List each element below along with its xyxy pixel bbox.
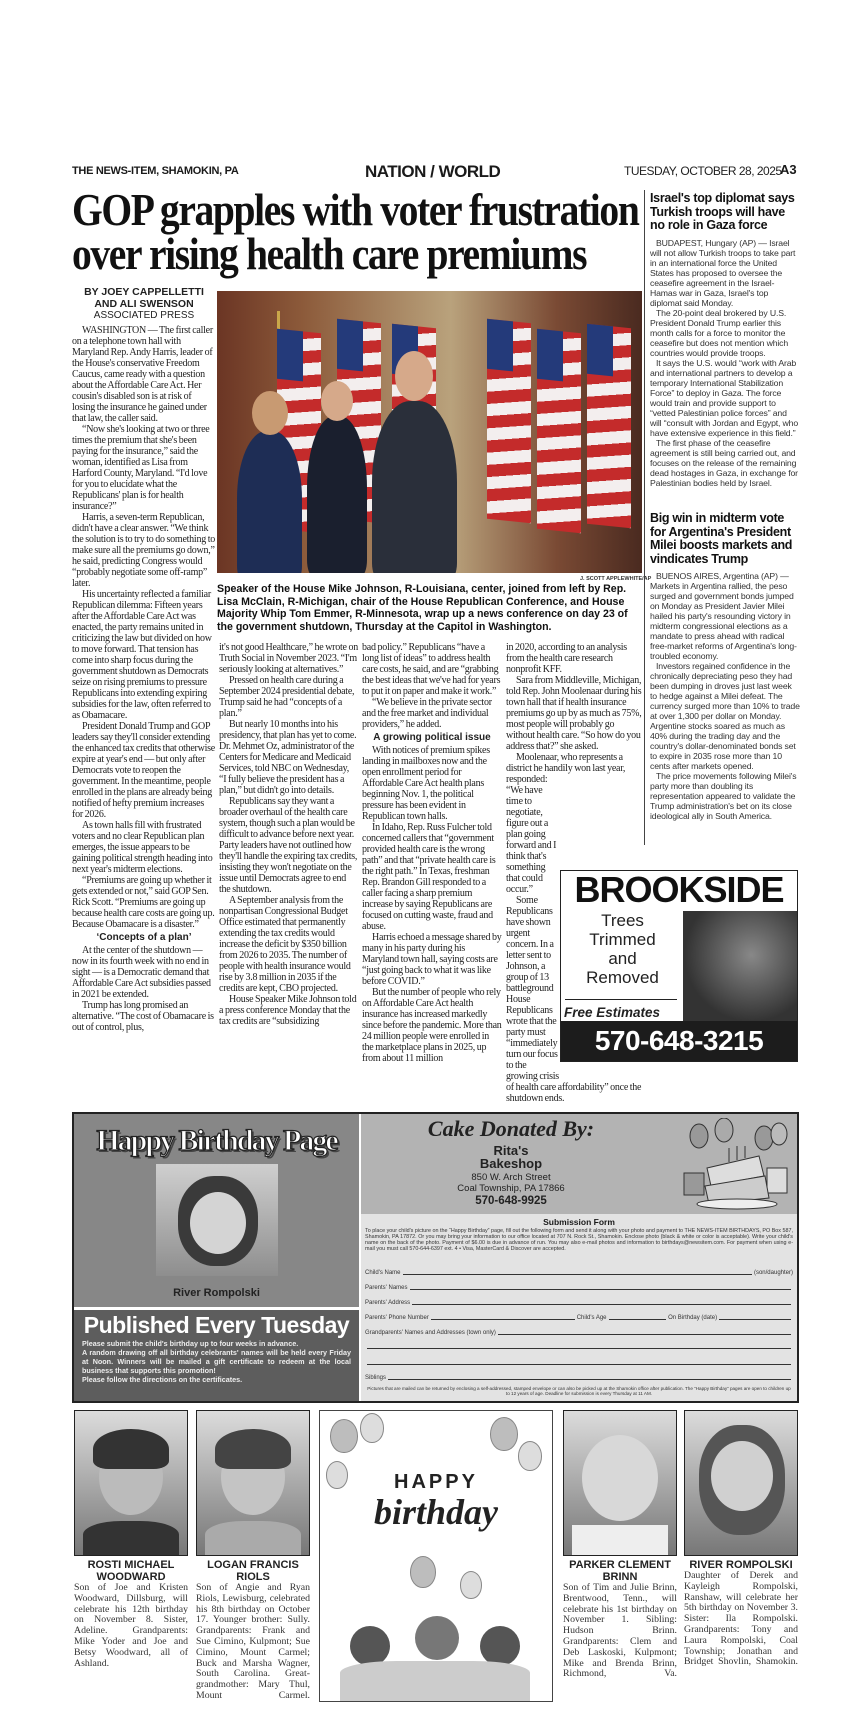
paragraph: House Speaker Mike Johnson told a press conference Monday that the tax credits are “subsidizing <box>219 994 357 1027</box>
child-name: LOGAN FRANCIS RIOLS <box>207 1559 299 1583</box>
happy-birthday-graphic <box>319 1410 553 1702</box>
cartoon-children-bodies <box>340 1661 530 1701</box>
field-label: Parents' Address <box>365 1300 411 1306</box>
address-line: Coal Township, PA 17866 <box>457 1183 565 1194</box>
balloon <box>460 1571 482 1599</box>
cartoon-child <box>415 1616 459 1660</box>
form-title: Submission Form <box>543 1217 615 1227</box>
paragraph: The price movements following Milei's party more than doubling its representation appeared to validate the Trump administration's bet on its close ideological ally in South America. <box>650 771 797 821</box>
field-label: Siblings <box>365 1375 387 1381</box>
bakery-phone: 570-648-9925 <box>475 1195 547 1207</box>
graphic-birthday: birthday <box>373 1492 498 1532</box>
siblings-field <box>365 1371 793 1381</box>
child-name: PARKER CLEMENT BRINN <box>569 1559 671 1583</box>
byline-line: BY JOEY CAPPELLETTI <box>84 286 204 298</box>
child-bio: Daughter of Derek and Kayleigh Rompolski, Ranshaw, will celebrate her 5th birthday on November 3. Sister: Ila Rompolski. Grandparents: Tony and Laura Rompolski, Coal Township; Jonathan and Bridget Shovlin, Shamokin. <box>684 1570 798 1668</box>
article-column-1 <box>72 286 216 1033</box>
bakery-name-line: Rita's <box>493 1143 529 1158</box>
birthday-entry <box>196 1410 310 1702</box>
agency: ASSOCIATED PRESS <box>93 310 195 321</box>
ad-business-name: BROOKSIDE <box>574 870 784 910</box>
issue-date: TUESDAY, OCTOBER 28, 2025 <box>624 164 782 178</box>
child-photo <box>74 1410 188 1556</box>
ad-line: Removed <box>586 968 659 987</box>
paragraph: Moolenaar, who represents a district he handily won last year, responded: “We have time to negotiate, figure out a plan going forward and I think that's something that could occur.” <box>506 752 626 895</box>
paragraph: it's not good Healthcare,” he wrote on Truth Social in November 2023. “I'm seriously looking at alternatives.” <box>219 642 358 675</box>
flag <box>537 329 581 534</box>
person-head <box>321 381 353 421</box>
birthday-section <box>72 1112 799 1403</box>
byline <box>72 286 216 310</box>
ad-divider <box>565 999 677 1000</box>
paragraph: It says the U.S. would “work with Arab and international partners to develop a temporary International Stabilization Force” to deploy in Gaza. The force would train and provide support to “vetted Palestinian police forces” and will “consult with Jordan and Egypt, who have extensive experience in this field.” <box>650 357 799 438</box>
child-photo <box>196 1410 310 1556</box>
cartoon-child <box>350 1626 390 1666</box>
featured-child-photo <box>156 1164 278 1276</box>
article-column-2 <box>219 642 358 1027</box>
birthday-entry <box>563 1410 677 1680</box>
field-label: Grandparents' Names and Addresses (town only) <box>365 1330 496 1336</box>
brookside-ad <box>560 870 798 1062</box>
paragraph: But the number of people who rely on Affordable Care Act health insurance has increased markedly since before the pandemic. More than 24 million people were enrolled in the marketplace plans in 2025, up from about 11 million <box>362 987 502 1064</box>
form-instructions: To place your child's picture on the “Happy Birthday” page, fill out the following form and send it along with your photo and payment to THE NEWS-ITEM BIRTHDAYS, PO Box 587, Shamokin, PA 17872. Or you may bring your information to our office located at 707 N. Rock St., Shamokin. Enclose photo (black & white or color is acceptable). Write your child's name on the back of the photo. Payment of $6.00 is due in advance of run. You may also e-mail photos and information to birthdays@newsitem.com. For payment when using e-mail you must call 570-644-6397 ext. 4 • Visa, MasterCard & Discover are accepted. <box>365 1228 793 1252</box>
parents-names-field <box>365 1281 793 1291</box>
field-label: Child's Name <box>365 1270 401 1276</box>
blank-line <box>365 1340 793 1350</box>
paragraph: WASHINGTON — The first caller on a telephone town hall with Maryland Rep. Andy Harris, leader of the House's conservative Freedom Caucus, came ready with a question about the Affordable Care Act. Her cousin's disabled son is at risk of losing the insurance he gained under that law, the caller said. <box>72 325 213 424</box>
field-label: Parents' Phone Number <box>365 1315 429 1321</box>
published-text: Please follow the directions on the certificates. <box>82 1375 243 1384</box>
paragraph: Sara from Middleville, Michigan, told Rep. John Moolenaar during his town hall that if health insurance premiums go up by as much as 75%, most people will probably go without health care. “So how do you address that?” she asked. <box>506 675 642 752</box>
field-label: (son/daughter) <box>753 1270 793 1276</box>
photo-caption: Speaker of the House Mike Johnson, R-Louisiana, center, joined from left by Rep. Lisa McClain, R-Michigan, chair of the House Republican Conference, and House Majority Whip Tom Emmer, R-Minnesota, wrap up a news conference on day 23 of the government shutdown, Thursday at the Capitol in Washington. <box>217 583 628 633</box>
subheading: ‘Concepts of a plan’ <box>96 932 192 943</box>
child-photo <box>563 1410 677 1556</box>
page-number: A3 <box>780 162 797 177</box>
ad-services <box>565 911 680 987</box>
birthday-page-title: Happy Birthday Page <box>96 1124 337 1157</box>
brief-headline: Big win in midterm vote for Argentina's President Milei boosts markets and vindicates Trump <box>650 511 793 566</box>
paragraph: The first phase of the ceasefire agreement is still being carried out, and focuses on the release of the remaining dead hostages in Gaza, in exchange for Palestinian bodies held by Israel. <box>650 437 798 488</box>
ad-line: Trimmed <box>589 930 656 949</box>
column-divider <box>644 190 645 845</box>
birthday-entry <box>74 1410 188 1669</box>
person <box>307 416 367 573</box>
paragraph: Trump has long promised an alternative. “The cost of Obamacare is out of control, plus, <box>72 1000 214 1033</box>
paragraph: At the center of the shutdown — now in its fourth week with no end in sight — is a Democratic demand that Affordable Care Act subsidies passed in 2021 be extended. <box>72 945 211 1000</box>
headline-line-1: GOP grapples with voter frustration <box>72 184 639 235</box>
bakery-name-line: Bakeshop <box>479 1156 543 1171</box>
paragraph: “Premiums are going up whether it gets extended or not,” said GOP Sen. Rick Scott. “Premiums are going up because health care costs are going up. Because Obamacare is a disaster.” <box>72 875 215 930</box>
paragraph: Pressed on health care during a September 2024 presidential debate, Trump said he had “concepts of a plan.” <box>219 675 355 719</box>
paragraph: As town halls fill with frustrated voters and no clear Republican plan emerges, the issue appears to be gaining political strength heading into next year's midterm elections. <box>72 820 213 875</box>
ad-line: Trees <box>601 911 644 930</box>
paragraph: But nearly 10 months into his presidency, that plan has yet to come. Dr. Mehmet Oz, administrator of the Centers for Medicare and Medicaid Services, told NBC on Wednesday, “I fully believe the president has a plan,” but didn't go into details. <box>219 719 357 796</box>
flag <box>587 324 631 529</box>
child-name: ROSTI MICHAEL WOODWARD <box>87 1559 175 1583</box>
paragraph: The 20-point deal brokered by U.S. President Donald Trump earlier this month calls for a force to monitor the ceasefire but does not mention which countries would provide troops. <box>650 307 789 358</box>
section-title: NATION / WORLD <box>365 162 501 181</box>
phone-age-date-field <box>365 1311 793 1321</box>
featured-child-name: River Rompolski <box>173 1287 260 1299</box>
child-photo <box>684 1410 798 1556</box>
news-photo <box>217 291 642 573</box>
cartoon-child <box>480 1626 520 1666</box>
balloon <box>330 1419 358 1453</box>
address-line: 850 W. Arch Street <box>471 1172 551 1183</box>
birthday-entry <box>684 1410 798 1668</box>
paragraph: BUENOS AIRES, Argentina (AP) — Markets in Argentina rallied, the peso surged and government bonds jumped on Monday as President Javier Milei hailed his party's resounding victory in midterm congressional elections as a mandate to press ahead with radical free-market reforms of Argentina's long-troubled economy. <box>650 571 797 661</box>
submission-panel <box>361 1114 797 1401</box>
article-column-3 <box>362 642 502 1064</box>
parents-address-field <box>365 1296 793 1306</box>
ad-tagline: Free Estimates <box>564 1005 661 1020</box>
news-brief-argentina <box>650 512 800 821</box>
published-title: Published Every Tuesday <box>83 1312 350 1338</box>
paragraph: “We believe in the private sector and the free market and individual providers,” he added. <box>362 697 492 730</box>
flag <box>487 319 531 524</box>
grandparents-field <box>365 1326 793 1336</box>
headline-line-2: over rising health care premiums <box>72 228 587 279</box>
published-notice <box>74 1307 359 1401</box>
balloon <box>490 1417 518 1451</box>
field-label: On Birthday (date) <box>668 1315 718 1321</box>
paragraph: “Now she's looking at two or three times the premium that she's been paying for the insurance,” said the woman, identified as Lisa from Harford County, Maryland. “I'd love for you to elucidate what the Republicans' plan is for health insurance?” <box>72 424 210 512</box>
photo-credit: J. SCOTT APPLEWHITE/AP <box>580 576 652 582</box>
published-text: Please submit the child's birthday up to four weeks in advance. <box>82 1339 299 1348</box>
person <box>237 431 302 573</box>
brief-headline: Israel's top diplomat says Turkish troops will have no role in Gaza force <box>650 191 795 232</box>
field-label: Parents' Names <box>365 1285 408 1291</box>
child-bio: Son of Tim and Julie Brinn, Brentwood, Tenn., will celebrate his 1st birthday on November 1. Sibling: Hudson Brinn. Grandparents: Clem and Deb Laskoski, Kulpmont; Mike and Brenda Brinn, Richmond, Va. <box>563 1582 677 1680</box>
person <box>372 401 457 573</box>
ad-phone: 570-648-3215 <box>561 1021 797 1061</box>
graphic-happy: HAPPY <box>394 1471 478 1493</box>
child-name-field <box>365 1266 793 1276</box>
byline-line: AND ALI SWENSON <box>94 298 194 310</box>
paragraph: in 2020, according to an analysis from the health care research nonprofit KFF. <box>506 642 627 675</box>
child-name: RIVER ROMPOLSKI <box>689 1559 793 1571</box>
newspaper-name: THE NEWS-ITEM, SHAMOKIN, PA <box>72 165 239 177</box>
balloon <box>518 1441 542 1471</box>
person-head <box>395 351 433 401</box>
cake-sponsor <box>361 1114 797 1214</box>
paragraph: BUDAPEST, Hungary (AP) — Israel will not allow Turkish troops to take part in an international force the United States has proposed to oversee the ceasefire agreement in the Israel-Hamas war in Gaza, Israel's top diplomat said Monday. <box>650 237 796 308</box>
blank-line <box>365 1356 793 1366</box>
news-brief-israel <box>650 192 800 488</box>
ad-line: and <box>608 949 637 968</box>
paragraph: With notices of premium spikes landing in mailboxes now and the open enrollment period for Affordable Care Act health plans beginning Nov. 1, the political pressure has been evident in Republican town halls. <box>362 745 490 822</box>
paragraph: A September analysis from the nonpartisan Congressional Budget Office estimated that permanently extending the tax credits would increase the deficit by $350 billion from 2026 to 2035. The number of people with health insurance would rise by 3.8 million in 2035 if the credits are kept, CBO projected. <box>219 895 351 994</box>
form-footer: Pictures that are mailed can be returned by enclosing a self-addressed, stamped envelope or can also be picked up at the Shamokin office after publication. The “Happy Birthday” pages are open to children up to 12 years of age. Deadline for submission is every Thursday at 11 AM. <box>367 1386 791 1397</box>
person-head <box>252 391 288 435</box>
paragraph: President Donald Trump and GOP leaders say they'll consider extending the enhanced tax credits that otherwise expire at year's end — but only after Democrats vote to reopen the government. In the meantime, people enrolled in the plans are already being notified of hefty premium increases for 2026. <box>72 721 215 820</box>
bakery-address <box>361 1172 661 1194</box>
ad-tree-photo <box>683 911 797 1021</box>
paragraph: Republicans say they want a broader overhaul of the health care system, though such a plan would be difficult to advance before next year. Party leaders have not outlined how they'll handle the expiring tax credits, insisting they won't negotiate on the issue until Democrats agree to end the shutdown. <box>219 796 358 895</box>
subheading: A growing political issue <box>373 732 491 743</box>
cake-illustration <box>679 1118 791 1210</box>
main-headline <box>72 184 639 279</box>
cake-title: Cake Donated By: <box>427 1116 595 1141</box>
paragraph: Some Republicans have shown urgent concern. In a letter sent to Johnson, a group of 13 battleground House Republicans wrote that the party must “immediately turn our focus to the growing crisis of health care affordability” once the shutdown ends. <box>506 895 642 1104</box>
paragraph: bad policy.” Republicans “have a long list of ideas” to address health care costs, he said, and are “grabbing the best ideas that we've had for years to put it on paper and make it work.” <box>362 642 501 697</box>
bakery-name <box>361 1144 661 1170</box>
child-bio: Son of Joe and Kristen Woodward, Dillsburg, will celebrate his 12th birthday on November 8. Sister, Adeline. Grandparents: Mike Yoder and Joe and Betsy Woodward, all of Ashland. <box>74 1582 188 1669</box>
child-bio: Son of Angie and Ryan Riols, Lewisburg, celebrated his 8th birthday on October 17. Younger brother: Sully. Grandparents: Frank and Sue Cimino, Kulpmont; Sue Cimino, Mount Carmel; Buck and Marsha Wagner, South Carolina. Great-grandmother: Mary Thul, Mount Carmel. <box>196 1582 310 1701</box>
balloon <box>410 1556 436 1588</box>
birthday-feature-panel <box>74 1114 359 1401</box>
paragraph: Investors regained confidence in the chronically depreciating peso they had been dumping in droves just last week to hedge against a Milei defeat. The currency surged more than 10% to trade at over 1,300 per dollar on Monday. Argentine stocks soared as much as 40% during the trading day and the country's dollar-denominated bonds set to expire in 2035 rose more than 10 cents after markets opened. <box>650 661 800 771</box>
balloon <box>360 1413 384 1443</box>
paragraph: His uncertainty reflected a familiar Republican dilemma: Fifteen years after the Affordable Care Act was enacted, the party remains united in criticizing the law but divided on how to move forward. That tension has come into sharp focus during the government shutdown as Democrats seize on rising premiums to pressure Republicans into extending expiring subsidies for the law, often referred to as Obamacare. <box>72 589 212 721</box>
paragraph: Harris echoed a message shared by many in his party during his Maryland town hall, saying costs are “just going back to what it was like before COVID.” <box>362 932 502 987</box>
paragraph: In Idaho, Rep. Russ Fulcher told concerned callers that “government provided health care is the wrong path” and that “private health care is the right path.” In Texas, freshman Rep. Brandon Gill responded to a caller facing a sharp premium increase by saying Republicans are focused on cutting waste, fraud and abuse. <box>362 822 496 932</box>
paragraph: Harris, a seven-term Republican, didn't have a clear answer. “We think the solution is to try to do something to make sure all the premiums go down,” he said, predicting Congress would “probably negotiate some off-ramp” later. <box>72 512 215 589</box>
field-label: Child's Age <box>576 1315 607 1321</box>
published-text: A random drawing off all birthday celebrants' names will be held every Friday at Noon. Winners will be mailed a gift certificate to redeem at the local business that supports this promotion! <box>82 1348 351 1375</box>
